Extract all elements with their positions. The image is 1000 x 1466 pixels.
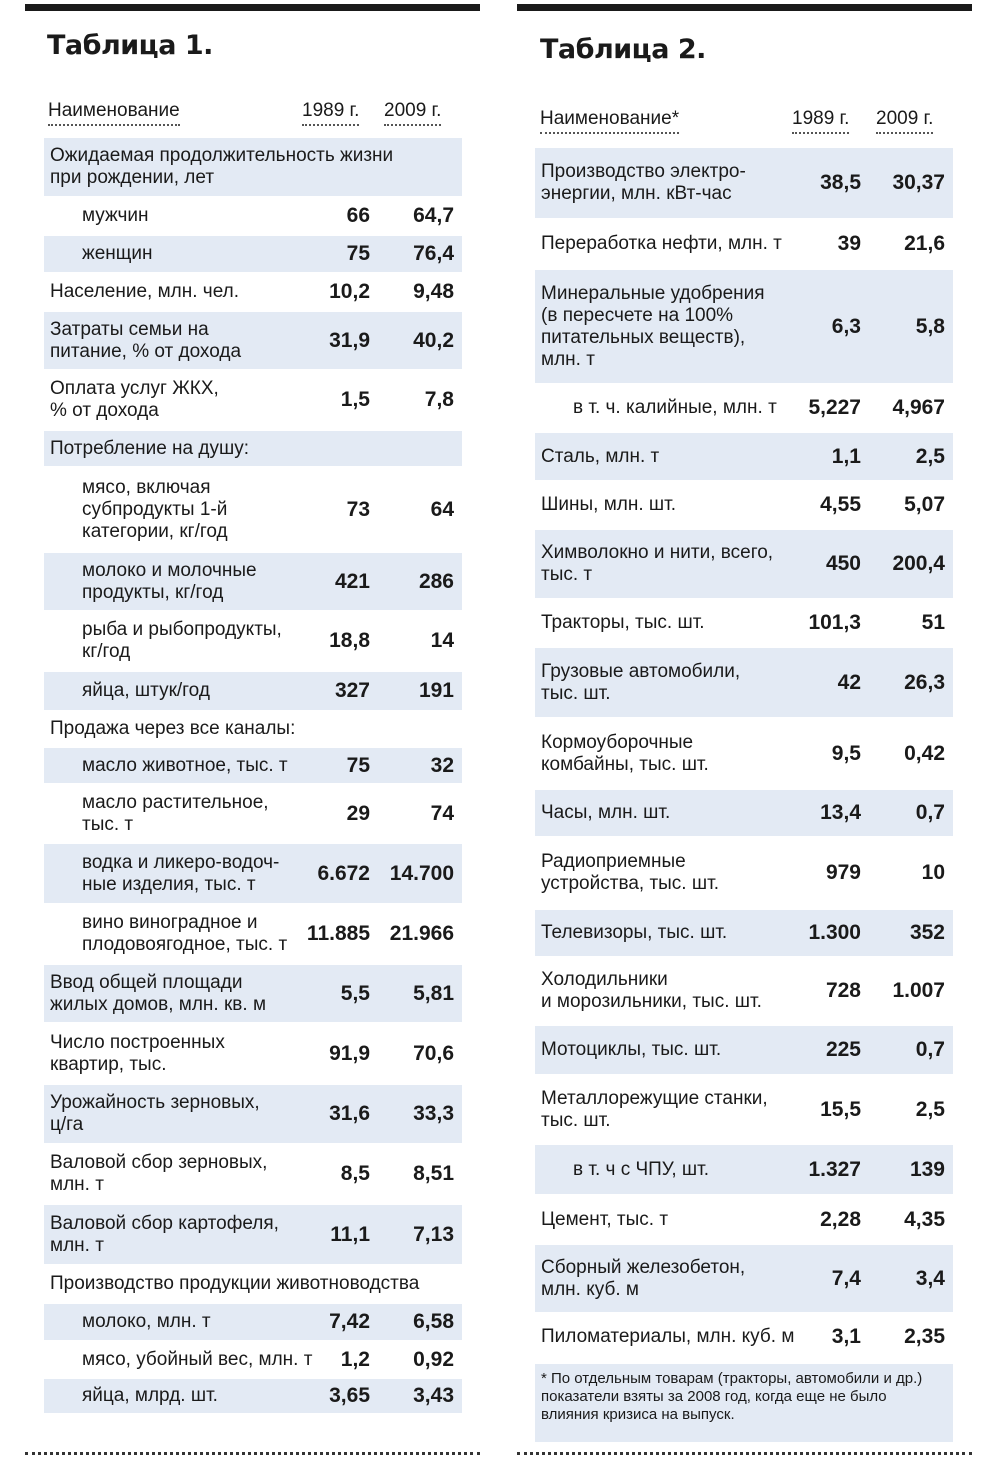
- table1-header-1989: 1989 г.: [302, 100, 359, 126]
- table1-row-label: Производство продукции животноводства: [50, 1273, 420, 1294]
- table1-header-name: Наименование: [48, 100, 180, 126]
- table2-value-2009: 0,7: [915, 801, 945, 824]
- table1-bottom-rule: [25, 1452, 480, 1455]
- table2-row: [535, 1314, 953, 1360]
- table2-row: [535, 790, 953, 836]
- table2-value-2009: 2,5: [915, 444, 945, 468]
- table1-row-label: масло растительное, тыс. т: [82, 791, 269, 835]
- table1-row-label: Затраты семьи на питание, % от дохода: [50, 318, 242, 362]
- table2-bottom-rule: [517, 1452, 972, 1455]
- table1-value-2009: 3,43: [413, 1384, 454, 1407]
- table1-row-label: Оплата услуг ЖКХ, % от дохода: [50, 378, 219, 421]
- table1-row: [44, 431, 462, 466]
- table1-row: [44, 1266, 462, 1302]
- table1-title: Таблица 1.: [47, 30, 213, 61]
- table1-value-2009: 6,58: [413, 1310, 454, 1333]
- table1-value-2009: 33,3: [413, 1102, 454, 1125]
- table2-value-2009: 10: [921, 861, 945, 884]
- table1-value-2009: 76,4: [413, 242, 454, 265]
- table1-value-2009: 32: [430, 753, 454, 777]
- table1-row: [44, 371, 462, 429]
- table2-row: [535, 148, 953, 218]
- table1-value-1989: 1,5: [340, 388, 370, 411]
- table2-row-label: в т. ч. калийные, млн. т: [573, 397, 777, 418]
- table2-header-1989: 1989 г.: [792, 108, 849, 134]
- table1-row: [44, 1205, 462, 1264]
- table1-row-label: Продажа через все каналы:: [50, 718, 296, 739]
- table1-row-label: женщин: [82, 243, 153, 264]
- table1-row: [44, 612, 462, 670]
- table2-row: [535, 600, 953, 646]
- table2-row-label: Сталь, млн. т: [541, 445, 660, 467]
- table1-value-1989: 75: [346, 753, 370, 777]
- table2-value-1989: 13,4: [820, 801, 861, 824]
- table2-row: [535, 1245, 953, 1312]
- table2-value-2009: 2,35: [904, 1325, 945, 1348]
- table1-value-1989: 6.672: [317, 861, 370, 885]
- table1-value-2009: 7,8: [424, 388, 454, 411]
- table2-value-1989: 2,28: [820, 1207, 861, 1231]
- table2-row: [535, 1196, 953, 1243]
- table1-row: [44, 236, 462, 272]
- table1-row: [44, 553, 462, 610]
- table2-value-2009: 30,37: [892, 171, 945, 194]
- table1-value-1989: 91,9: [329, 1041, 370, 1065]
- table1-value-1989: 11,1: [330, 1222, 370, 1246]
- table1-row: [44, 965, 462, 1022]
- table2-value-2009: 0,7: [915, 1038, 945, 1061]
- table1-row: [44, 844, 462, 903]
- table1-value-1989: 5,5: [340, 981, 370, 1005]
- table2-row-label: Переработка нефти, млн. т: [541, 233, 782, 254]
- table1-value-2009: 5,81: [413, 981, 454, 1005]
- table1-row: [44, 198, 462, 234]
- table2-value-1989: 979: [825, 861, 861, 884]
- table1-row: [44, 138, 462, 196]
- table1-row-label: мясо, включая субпродукты 1-й категории, кг/год: [82, 476, 228, 542]
- table2-value-1989: 42: [837, 670, 861, 694]
- table2-value-1989: 38,5: [820, 171, 861, 194]
- table2-value-1989: 225: [825, 1038, 861, 1061]
- table1-row-label: яйца, штук/год: [82, 680, 210, 701]
- table1-row: [44, 1145, 462, 1203]
- table2-value-1989: 6,3: [831, 314, 861, 338]
- table2-value-1989: 450: [825, 552, 861, 575]
- table2-header: [0, 108, 1000, 138]
- table2-header-name: Наименование*: [540, 108, 679, 134]
- table1-row-label: Потребление на душу:: [50, 437, 250, 459]
- table2-row: [535, 530, 953, 598]
- table1-value-1989: 31,6: [329, 1102, 370, 1125]
- table2-value-2009: 4,967: [892, 396, 945, 419]
- table2-value-2009: 26,3: [904, 670, 945, 694]
- table1-value-2009: 286: [418, 569, 454, 593]
- table2-value-2009: 0,42: [904, 741, 945, 765]
- table2-row: [535, 958, 953, 1024]
- table1-value-2009: 74: [430, 801, 454, 825]
- table1-value-2009: 21.966: [389, 922, 454, 945]
- table2-row-label: Цемент, тыс. т: [541, 1208, 669, 1230]
- table1-value-1989: 10,2: [329, 280, 370, 303]
- table1-row-label: Урожайность зерновых, ц/га: [50, 1092, 260, 1135]
- table1-value-2009: 40,2: [413, 328, 454, 352]
- table1-value-1989: 7,42: [329, 1310, 370, 1333]
- table2-row-label: Металлорежущие станки, тыс. шт.: [541, 1087, 768, 1131]
- table1-value-1989: 11.885: [306, 922, 370, 945]
- table2-row-label: Грузовые автомобили, тыс. шт.: [541, 660, 741, 704]
- table1-row-label: вино виноградное и плодовоягодное, тыс. т: [82, 912, 288, 955]
- table2-value-1989: 728: [825, 979, 861, 1002]
- table2-value-2009: 21,6: [904, 232, 945, 255]
- table1-value-1989: 66: [346, 204, 370, 227]
- table2-value-1989: 1.300: [808, 921, 861, 944]
- table2-value-2009: 3,4: [915, 1266, 945, 1290]
- table1-row: [44, 712, 462, 746]
- table1-value-2009: 191: [418, 679, 454, 702]
- table2-title: Таблица 2.: [540, 34, 706, 65]
- table1-row: [44, 1024, 462, 1083]
- table2-row: [535, 1145, 953, 1194]
- table1-header-2009: 2009 г.: [384, 100, 441, 126]
- table1-row-label: мясо, убойный вес, млн. т: [82, 1348, 313, 1370]
- table2-value-1989: 4,55: [820, 493, 861, 516]
- table2-row: [535, 482, 953, 528]
- table2-value-2009: 200,4: [892, 552, 945, 575]
- table2-row: [535, 1076, 953, 1143]
- table1-row-label: молоко, млн. т: [82, 1311, 211, 1332]
- table2-top-rule: [517, 4, 972, 11]
- table2-value-1989: 15,5: [820, 1097, 861, 1121]
- table2-value-1989: 1.327: [808, 1157, 861, 1181]
- table2-row-label: Пиломатериалы, млн. куб. м: [541, 1326, 795, 1347]
- table1-row: [44, 1085, 462, 1143]
- table2-value-1989: 9,5: [831, 741, 861, 765]
- table1-value-2009: 70,6: [413, 1041, 454, 1065]
- table1-row: [44, 748, 462, 783]
- table1-value-1989: 3,65: [329, 1384, 370, 1407]
- table1-value-1989: 8,5: [340, 1162, 370, 1185]
- table2-value-1989: 5,227: [808, 396, 861, 419]
- table2-row-label: Радиоприемные устройства, тыс. шт.: [541, 851, 719, 894]
- table2-row-label: Мотоциклы, тыс. шт.: [541, 1039, 722, 1060]
- table2-value-2009: 139: [909, 1157, 945, 1181]
- table2-row: [535, 433, 953, 480]
- table2-footnote: * По отдельным товарам (тракторы, автомобили и др.) показатели взяты за 2008 год, когда еще не было влияния кризиса на выпуск.: [535, 1364, 953, 1442]
- table1-row: [44, 468, 462, 551]
- table2-row-label: Шины, млн. шт.: [541, 494, 677, 515]
- table1-value-1989: 1,2: [340, 1347, 370, 1371]
- table2-row-label: Телевизоры, тыс. шт.: [541, 922, 728, 943]
- table1-row: [44, 672, 462, 710]
- table1-row-label: яйца, млрд. шт.: [82, 1385, 218, 1406]
- table2-row: [535, 270, 953, 383]
- table1-row: [44, 1379, 462, 1413]
- table1-row: [44, 785, 462, 842]
- table2-value-2009: 51: [921, 611, 945, 634]
- table2-row: [535, 1026, 953, 1074]
- table1-value-1989: 29: [346, 801, 370, 825]
- table1-row-label: рыба и рыбопродукты, кг/год: [82, 619, 282, 662]
- table2-header-2009: 2009 г.: [876, 108, 933, 134]
- table2-row-label: Кормоуборочные комбайны, тыс. шт.: [541, 731, 709, 775]
- table1-row-label: масло животное, тыс. т: [82, 754, 288, 776]
- table2-row-label: Тракторы, тыс. шт.: [541, 612, 705, 633]
- table1-value-1989: 421: [334, 569, 370, 593]
- table2-value-1989: 39: [837, 232, 861, 255]
- table2-value-1989: 101,3: [808, 611, 861, 634]
- table1-row-label: мужчин: [82, 205, 149, 226]
- table1-value-2009: 14.700: [389, 861, 454, 885]
- table1-value-2009: 9,48: [413, 280, 454, 303]
- table2-row-label: Химволокно и нити, всего, тыс. т: [541, 542, 774, 585]
- table1-value-1989: 327: [334, 679, 370, 702]
- table2-row-label: Производство электро- энергии, млн. кВт-час: [541, 161, 746, 204]
- table1-value-2009: 14: [430, 629, 454, 652]
- table1-value-1989: 18,8: [329, 629, 370, 652]
- table1-top-rule: [25, 4, 480, 11]
- table1-value-2009: 0,92: [413, 1347, 454, 1371]
- table1-row: [44, 1304, 462, 1340]
- table1-value-2009: 7,13: [413, 1222, 454, 1246]
- table1-row: [44, 274, 462, 310]
- table2-row: [535, 648, 953, 717]
- table1-row-label: молоко и молочные продукты, кг/год: [82, 559, 257, 603]
- table2-row: [535, 385, 953, 431]
- table1-value-2009: 64: [430, 497, 454, 521]
- table2-row-label: в т. ч с ЧПУ, шт.: [573, 1158, 710, 1180]
- table1-row-label: Валовой сбор зерновых, млн. т: [50, 1152, 268, 1195]
- table2-row-label: Минеральные удобрения (в пересчете на 100% питательных веществ), млн. т: [541, 282, 765, 370]
- table2-row-label: Сборный железобетон, млн. куб. м: [541, 1256, 746, 1300]
- table2-value-1989: 3,1: [831, 1325, 861, 1348]
- table2-value-2009: 352: [909, 921, 945, 944]
- table2-value-2009: 5,8: [915, 314, 945, 338]
- table2-row: [535, 910, 953, 956]
- table2-value-1989: 1,1: [831, 444, 861, 468]
- table2-value-2009: 5,07: [904, 493, 945, 516]
- table2-value-2009: 2,5: [915, 1097, 945, 1121]
- table1-value-2009: 64,7: [413, 204, 454, 227]
- table2-value-2009: 4,35: [904, 1207, 945, 1231]
- table2-row: [535, 838, 953, 908]
- table2-row: [535, 220, 953, 268]
- table1-row: [44, 905, 462, 963]
- table2-row-label: Часы, млн. шт.: [541, 802, 671, 823]
- table2-row-label: Холодильники и морозильники, тыс. шт.: [541, 969, 762, 1012]
- table1-row: [44, 1342, 462, 1377]
- table1-value-1989: 73: [346, 497, 370, 521]
- table1-row-label: Валовой сбор картофеля, млн. т: [50, 1212, 279, 1256]
- table2-value-2009: 1.007: [892, 979, 945, 1002]
- table1-value-1989: 75: [346, 242, 370, 265]
- table1-value-2009: 8,51: [413, 1162, 454, 1185]
- table1-row-label: Ввод общей площади жилых домов, млн. кв. м: [50, 971, 267, 1015]
- table1-row: [44, 312, 462, 369]
- table2-value-1989: 7,4: [831, 1266, 861, 1290]
- table2-row: [535, 719, 953, 788]
- table1-row-label: водка и ликеро-водоч- ные изделия, тыс. т: [82, 851, 280, 895]
- table1-row-label: Ожидаемая продолжительность жизни при рождении, лет: [50, 145, 394, 188]
- table1-row-label: Число построенных квартир, тыс.: [50, 1031, 225, 1075]
- table1-value-1989: 31,9: [329, 328, 370, 352]
- table1-row-label: Население, млн. чел.: [50, 281, 240, 302]
